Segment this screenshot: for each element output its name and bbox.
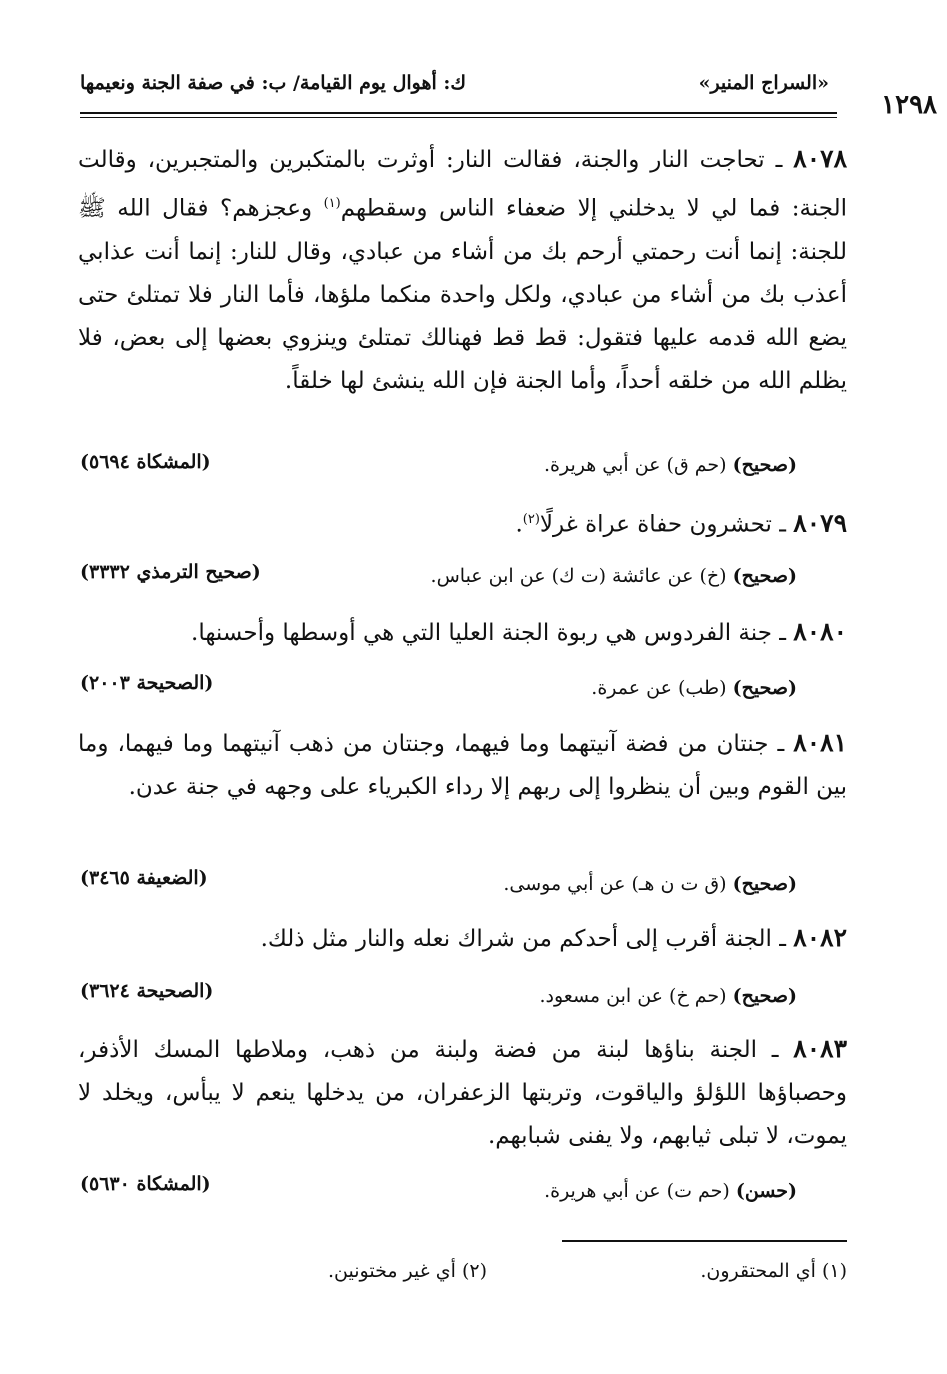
hadith-reference: (الصحيحة ٢٠٠٣)	[80, 672, 214, 694]
hadith-entry	[78, 137, 847, 403]
footnote-mark: (٢)	[461, 1260, 487, 1282]
hadith-text: ـ الجنة أقرب إلى أحدكم من شراك نعله والنار مثل ذلك.	[260, 926, 786, 952]
hadith-narrator: (حم ت) عن أبي هريرة.	[544, 1180, 736, 1202]
hadith-reference: (الصحيحة ٣٦٢٤)	[80, 980, 214, 1002]
hadith-entry	[78, 498, 847, 547]
hadith-number: ٨٠٨٢	[793, 923, 847, 952]
footnote-marker: (١)	[323, 196, 341, 211]
hadith-text-cont: وعجزهم؟ فقال الله ﷺ للجنة: إنما أنت رحمتي أرحم بك من أشاء من عبادي، وقال للنار: إنما أنت عذابي أعذب بك من أشاء من عبادي، ولكل واحدة منكما ملؤها، فأما النار فلا تمتلئ حتى يضع الله قدمه عليها فتقول: قط قط فهنالك تمتلئ وينزوي بعضها إلى بعض، فلا يظلم الله من خلقه أحداً، وأما الجنة فإن الله ينشئ لها خلقاً.	[78, 195, 847, 394]
hadith-number: ٨٠٨١	[793, 728, 847, 757]
footnote-text: أي المحتقرون.	[700, 1260, 822, 1282]
hadith-narrator: (حم خ) عن ابن مسعود.	[539, 985, 733, 1007]
hadith-narrator: (حم ق) عن أبي هريرة.	[543, 454, 733, 476]
footnote-marker: (٢)	[522, 512, 540, 527]
hadith-grade: (صحيح)	[732, 873, 797, 895]
hadith-narrator: (ق ت ن هـ) عن أبي موسى.	[503, 873, 733, 895]
hadith-number: ٨٠٨٣	[793, 1034, 847, 1063]
hadith-reference: (الضعيفة ٣٤٦٥)	[80, 867, 208, 889]
hadith-entry	[78, 721, 847, 809]
hadith-number: ٨٠٨٠	[793, 617, 847, 646]
hadith-text: ـ جنتان من فضة آنيتهما وما فيهما، وجنتان من ذهب آنيتهما وما فيهما، وما بين القوم وبين أن ينظروا إلى ربهم إلا رداء الكبرياء على وجهه في جنة عدن.	[78, 731, 847, 800]
page-number: ١٢٩٨	[881, 90, 937, 120]
hadith-grade: (حسن)	[735, 1180, 797, 1202]
hadith-source	[503, 873, 797, 895]
footnote-mark: (١)	[821, 1260, 847, 1282]
hadith-text: ـ جنة الفردوس هي ربوة الجنة العليا التي هي أوسطها وأحسنها.	[191, 620, 786, 646]
hadith-entry	[78, 916, 847, 961]
hadith-text: ـ تحاجت النار والجنة، فقالت النار: أوثرت بالمتكبرين والمتجبرين، وقالت الجنة: فما لي لا يدخلني إلا ضعفاء الناس وسقطهم	[78, 147, 847, 222]
hadith-source	[431, 565, 797, 587]
hadith-reference: (المشكاة ٥٦٩٤)	[80, 451, 211, 473]
hadith-number: ٨٠٧٨	[793, 144, 848, 173]
footnote-rule	[562, 1240, 847, 1242]
hadith-text: ـ الجنة بناؤها لبنة من فضة ولبنة من ذهب، وملاطها المسك الأذفر، وحصباؤها اللؤلؤ والياقوت، وتربتها الزعفران، من يدخلها ينعم لا يبأس، ويخلد لا يموت، لا تبلى ثيابهم، ولا يفنى شبابهم.	[78, 1037, 847, 1149]
hadith-grade: (صحيح)	[732, 565, 797, 587]
header-rule	[80, 112, 837, 114]
hadith-reference: (المشكاة ٥٦٣٠)	[80, 1173, 211, 1195]
hadith-source	[544, 454, 797, 476]
hadith-grade: (صحيح)	[732, 985, 797, 1007]
hadith-reference: (صحيح الترمذي ٣٣٣٢)	[80, 561, 261, 583]
chapter-heading: ك: أهوال يوم القيامة/ ب: في صفة الجنة ونعيمها	[80, 72, 467, 94]
footnote-text: أي غير مختونين.	[328, 1260, 462, 1282]
header-rule-thin	[80, 117, 837, 118]
hadith-entry	[78, 610, 847, 655]
hadith-text-cont: .	[515, 511, 523, 538]
hadith-grade: (صحيح)	[732, 454, 797, 476]
hadith-narrator: (طب) عن عمرة.	[591, 677, 733, 699]
hadith-entry	[78, 1027, 847, 1158]
footnote-1	[700, 1260, 847, 1282]
hadith-narrator: (خ) عن عائشة (ت ك) عن ابن عباس.	[430, 565, 733, 587]
hadith-number: ٨٠٧٩	[793, 508, 847, 538]
running-title: «السراج المنير»	[698, 72, 829, 94]
hadith-source	[591, 677, 797, 699]
hadith-text: ـ تحشرون حفاة عراة غرلًا	[539, 511, 786, 538]
hadith-grade: (صحيح)	[732, 677, 797, 699]
hadith-source	[539, 985, 797, 1007]
hadith-source	[544, 1180, 797, 1202]
footnote-2	[328, 1260, 487, 1282]
